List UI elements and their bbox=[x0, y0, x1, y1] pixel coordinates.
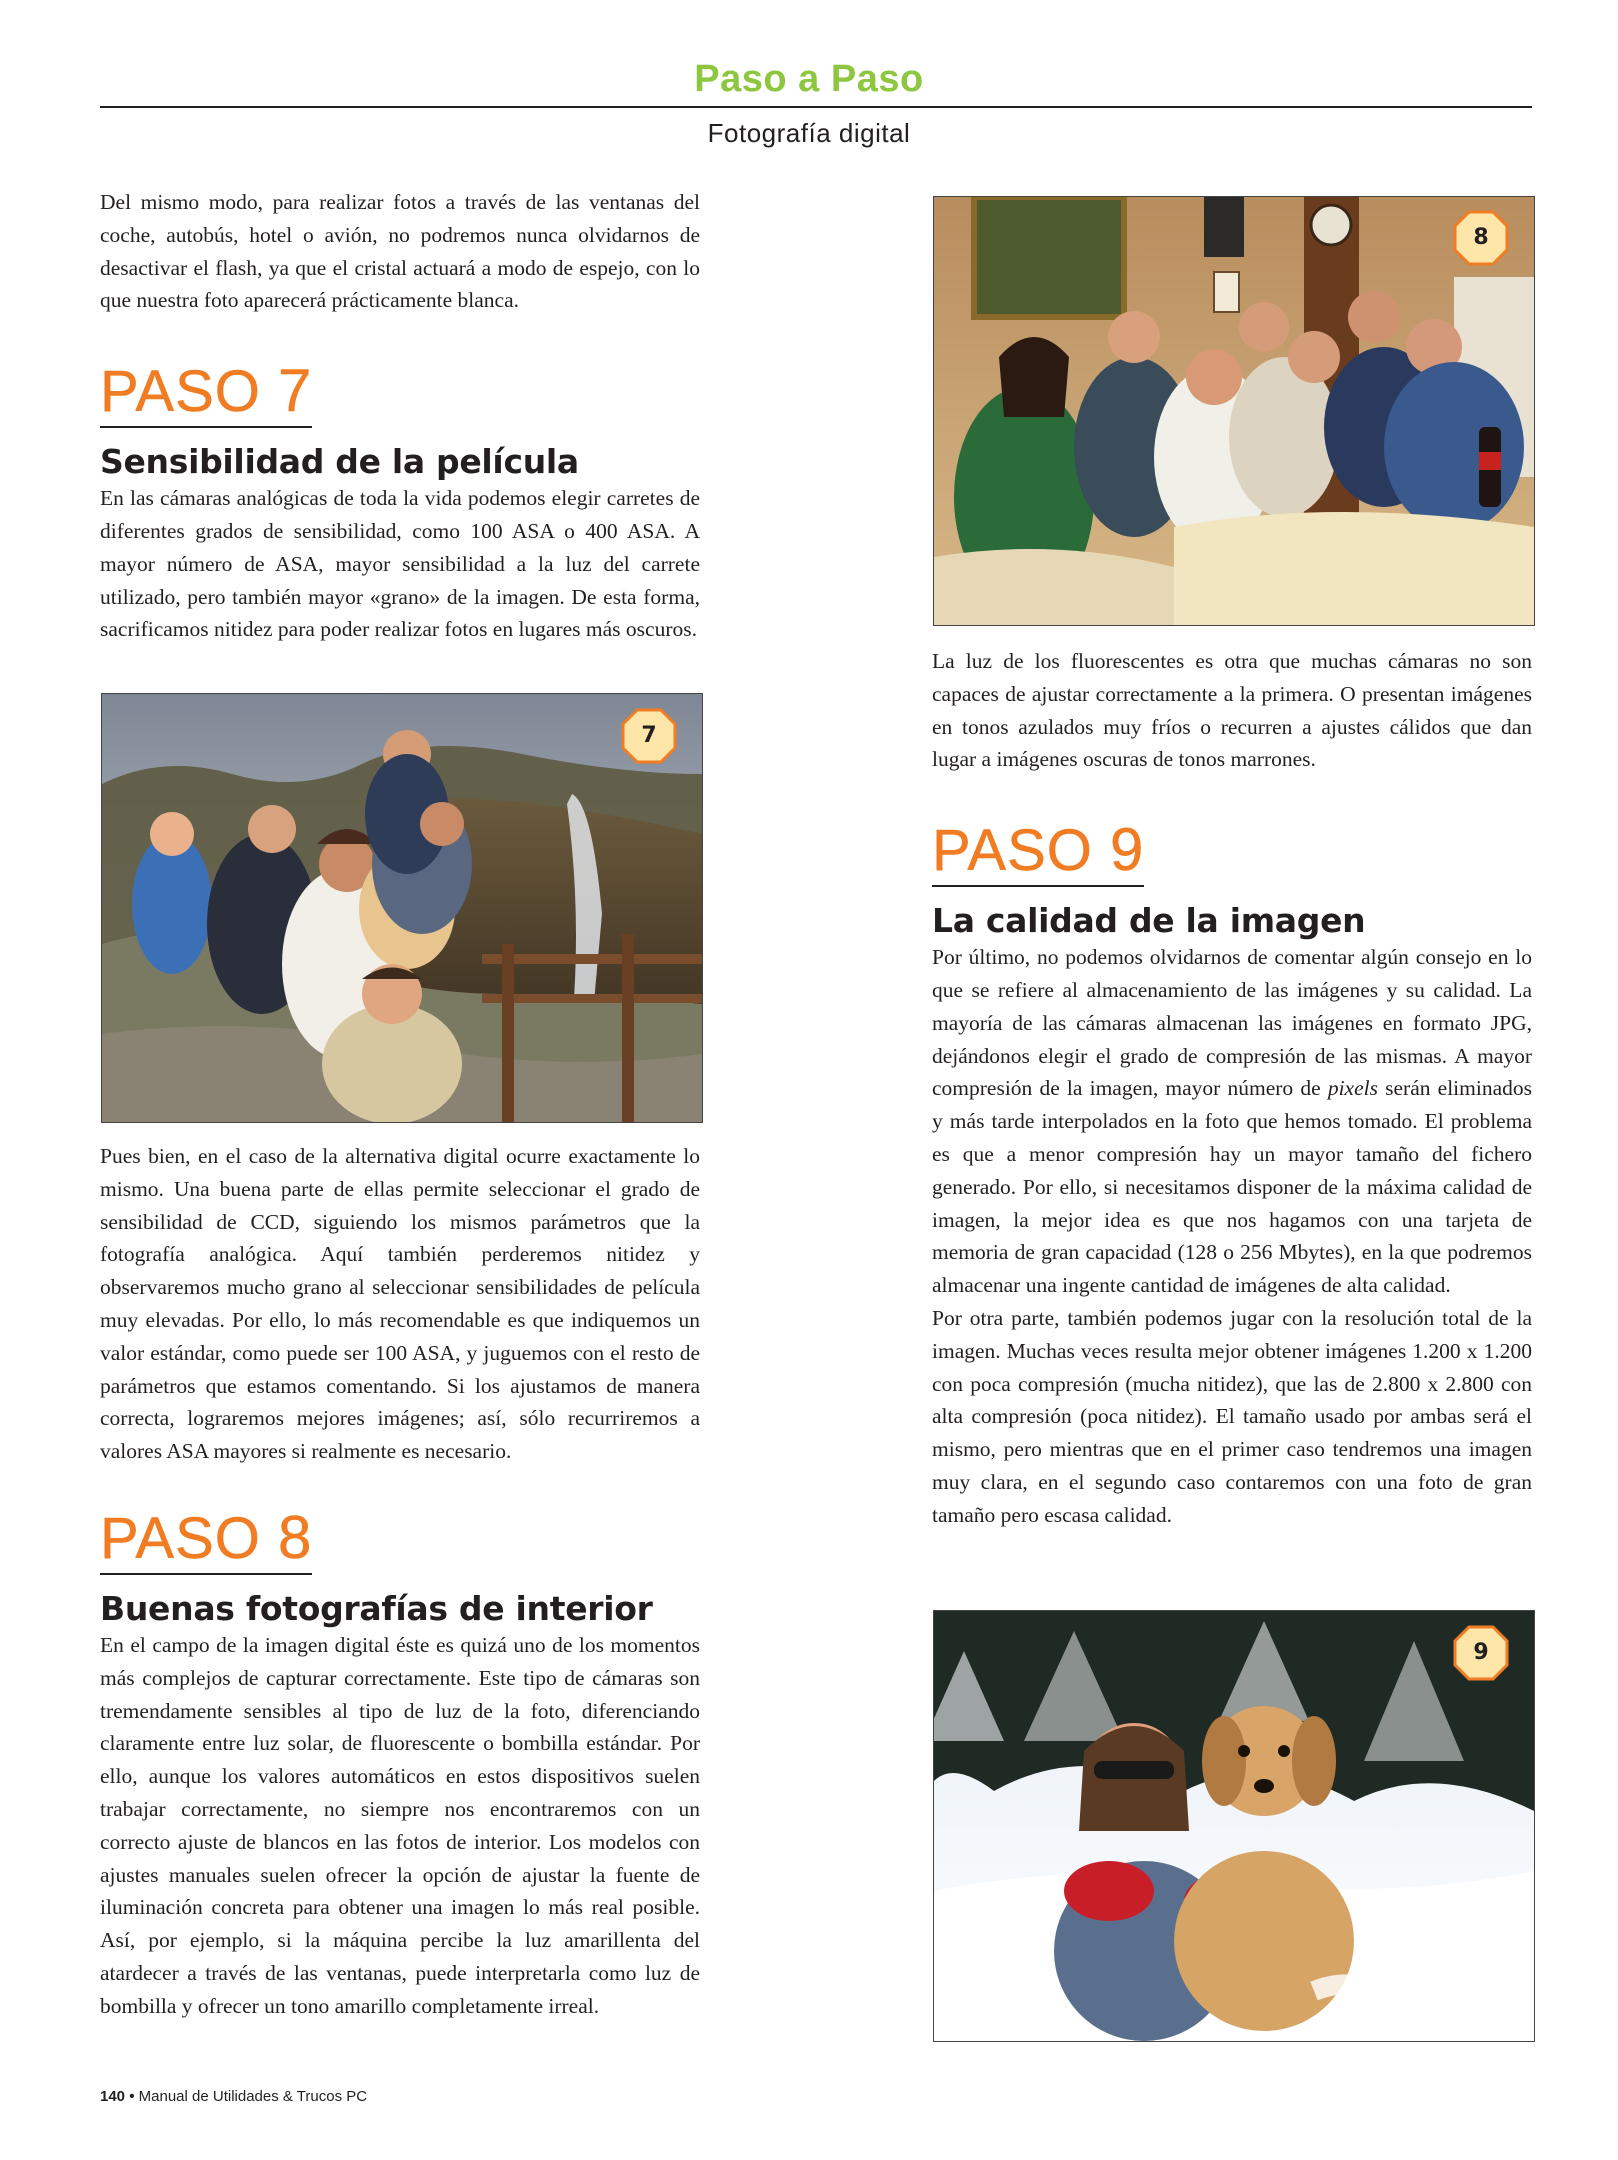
photo-9-number-badge bbox=[1453, 1625, 1509, 1681]
photo-9-snow-dog bbox=[933, 1610, 1535, 2042]
paso9-text-italic: pixels bbox=[1327, 1076, 1378, 1101]
paso9-paragraph bbox=[932, 941, 1532, 1302]
publication-name: Manual de Utilidades & Trucos PC bbox=[138, 2088, 368, 2105]
section-subtitle: Fotografía digital bbox=[707, 118, 911, 148]
fluorescent-paragraph: La luz de los fluorescentes es otra que muchas cámaras no son capaces de ajustar correctamente a la primera. O presentan imágenes en tonos azulados muy fríos o recurren a ajustes cálidos que dan lugar a imágenes oscuras de tonos marrones. bbox=[932, 649, 1532, 772]
left-column-lower bbox=[100, 1140, 700, 2023]
paso7-number: 7 bbox=[278, 357, 313, 425]
paso7-heading-block bbox=[100, 357, 700, 482]
paso7-title: Sensibilidad de la película bbox=[100, 442, 579, 482]
paso8-word: PASO bbox=[100, 1505, 261, 1571]
intro-paragraph: Del mismo modo, para realizar fotos a través de las ventanas del coche, autobús, hotel o avión, no podremos nunca olvidarnos de desactivar el flash, ya que el cristal actuará a modo de espejo, con lo que nuestra foto aparecerá prácticamente blanca. bbox=[100, 190, 700, 313]
paso8-heading bbox=[100, 1503, 313, 1575]
badge-8-label: 8 bbox=[1473, 225, 1489, 250]
paso8-title: Buenas fotografías de interior bbox=[100, 1588, 653, 1628]
paso9-paragraph-2: Por otra parte, también podemos jugar con la resolución total de la imagen. Muchas veces resulta mejor obtener imágenes 1.200 x 1.200 con poca compresión (mucha nitidez), que las de 2.800 x 2.800 con alta compresión (poca nitidez). El tamaño usado por ambas será el mismo, pero mientras que en el primer caso tendremos una imagen muy clara, en el segundo caso contaremos con una foto de gran tamaño pero escasa calidad. bbox=[932, 1305, 1532, 1527]
photo-9-image bbox=[934, 1611, 1534, 2041]
paso7-paragraph: En las cámaras analógicas de toda la vida podemos elegir carretes de diferentes grados de sensibilidad, como 100 ASA o 400 ASA. A mayor número de ASA, mayor sensibilidad a la luz del carrete utilizado, pero también mayor «grano» de la imagen. De esta forma, sacrificamos nitidez para poder realizar fotos en lugares más oscuros. bbox=[100, 486, 700, 642]
section-title: Paso a Paso bbox=[694, 58, 924, 100]
paso8-paragraph: En el campo de la imagen digital éste es quizá uno de los momentos más complejos de capturar correctamente. Este tipo de cámaras son tremendamente sensibles al tipo de luz de la foto, diferenciando claramente entre luz solar, de fluorescente o bombilla estándar. Por ello, aunque los valores automáticos en estos dispositivos suelen trabajar correctamente, no siempre nos encontraremos con un correcto ajuste de blancos en las fotos de interior. Los modelos con ajustes manuales suelen ofrecer la opción de ajustar la fuente de iluminación concreta para obtener una imagen lo más real posible. Así, por ejemplo, si la máquina percibe la luz amarillenta del atardecer a través de las ventanas, puede interpretarla como luz de bombilla y ofrecer un tono amarillo completamente irreal. bbox=[100, 1632, 700, 2018]
badge-9-label: 9 bbox=[1473, 1640, 1489, 1665]
photo-7-number-badge bbox=[621, 708, 677, 764]
paso8-number: 8 bbox=[278, 1503, 313, 1571]
photo-8-image bbox=[934, 197, 1534, 625]
photo-7-outdoor-group bbox=[101, 693, 703, 1123]
badge-7-label: 7 bbox=[641, 723, 657, 748]
photo-8-number-badge bbox=[1453, 210, 1509, 266]
paso7-heading bbox=[100, 357, 313, 428]
paso7-paragraph-2: Pues bien, en el caso de la alternativa digital ocurre exactamente lo mismo. Una buena parte de ellas permite seleccionar el grado de sensibilidad de CCD, siguiendo los mismos parámetros que la fotografía analógica. Aquí también perderemos nitidez y observaremos mucho grano al seleccionar sensibilidades de película muy elevadas. Por ello, lo más recomendable es que indiquemos un valor estándar, como puede ser 100 ASA, y juguemos con el resto de parámetros que estamos comentando. Si los ajustamos de manera correcta, lograremos mejores imágenes; así, sólo recurriremos a valores ASA mayores si realmente es necesario. bbox=[100, 1144, 700, 1464]
paso9-heading bbox=[932, 816, 1145, 887]
paso9-number: 9 bbox=[1110, 816, 1145, 884]
footer-bullet: • bbox=[129, 2088, 135, 2105]
left-column bbox=[100, 186, 700, 646]
photo-8-indoor-group bbox=[933, 196, 1535, 626]
paso9-heading-block bbox=[932, 816, 1532, 941]
paso7-word: PASO bbox=[100, 359, 261, 425]
paso9-word: PASO bbox=[932, 818, 1093, 884]
paso9-title: La calidad de la imagen bbox=[932, 901, 1366, 941]
paso9-text-part-a: Por último, no podemos olvidarnos de comentar algún consejo en lo que se refiere al almacenamiento de las imágenes y su calidad. La mayoría de las cámaras almacenan las imágenes en formato JPG, dejándonos elegir el grado de compresión de las mismas. A mayor compresión de la imagen, mayor número de bbox=[932, 945, 1532, 1101]
photo-7-image bbox=[102, 694, 702, 1122]
page-number: 140 bbox=[100, 2088, 126, 2105]
right-column bbox=[932, 645, 1532, 1532]
paso9-text-part-b: serán eliminados y más tarde interpolados en la foto que hemos tomado. El problema es que a menor compresión hay un mayor tamaño del fichero generado. Por ello, si necesitamos disponer de la máxima calidad de imagen, la mejor idea es que nos hagamos con una tarjeta de memoria de gran capacidad (128 o 256 Mbytes), en la que podremos almacenar una ingente cantidad de imágenes de alta calidad. bbox=[932, 1076, 1532, 1298]
page-footer bbox=[100, 2088, 367, 2105]
paso8-heading-block bbox=[100, 1503, 700, 1629]
header-divider bbox=[100, 106, 1532, 108]
